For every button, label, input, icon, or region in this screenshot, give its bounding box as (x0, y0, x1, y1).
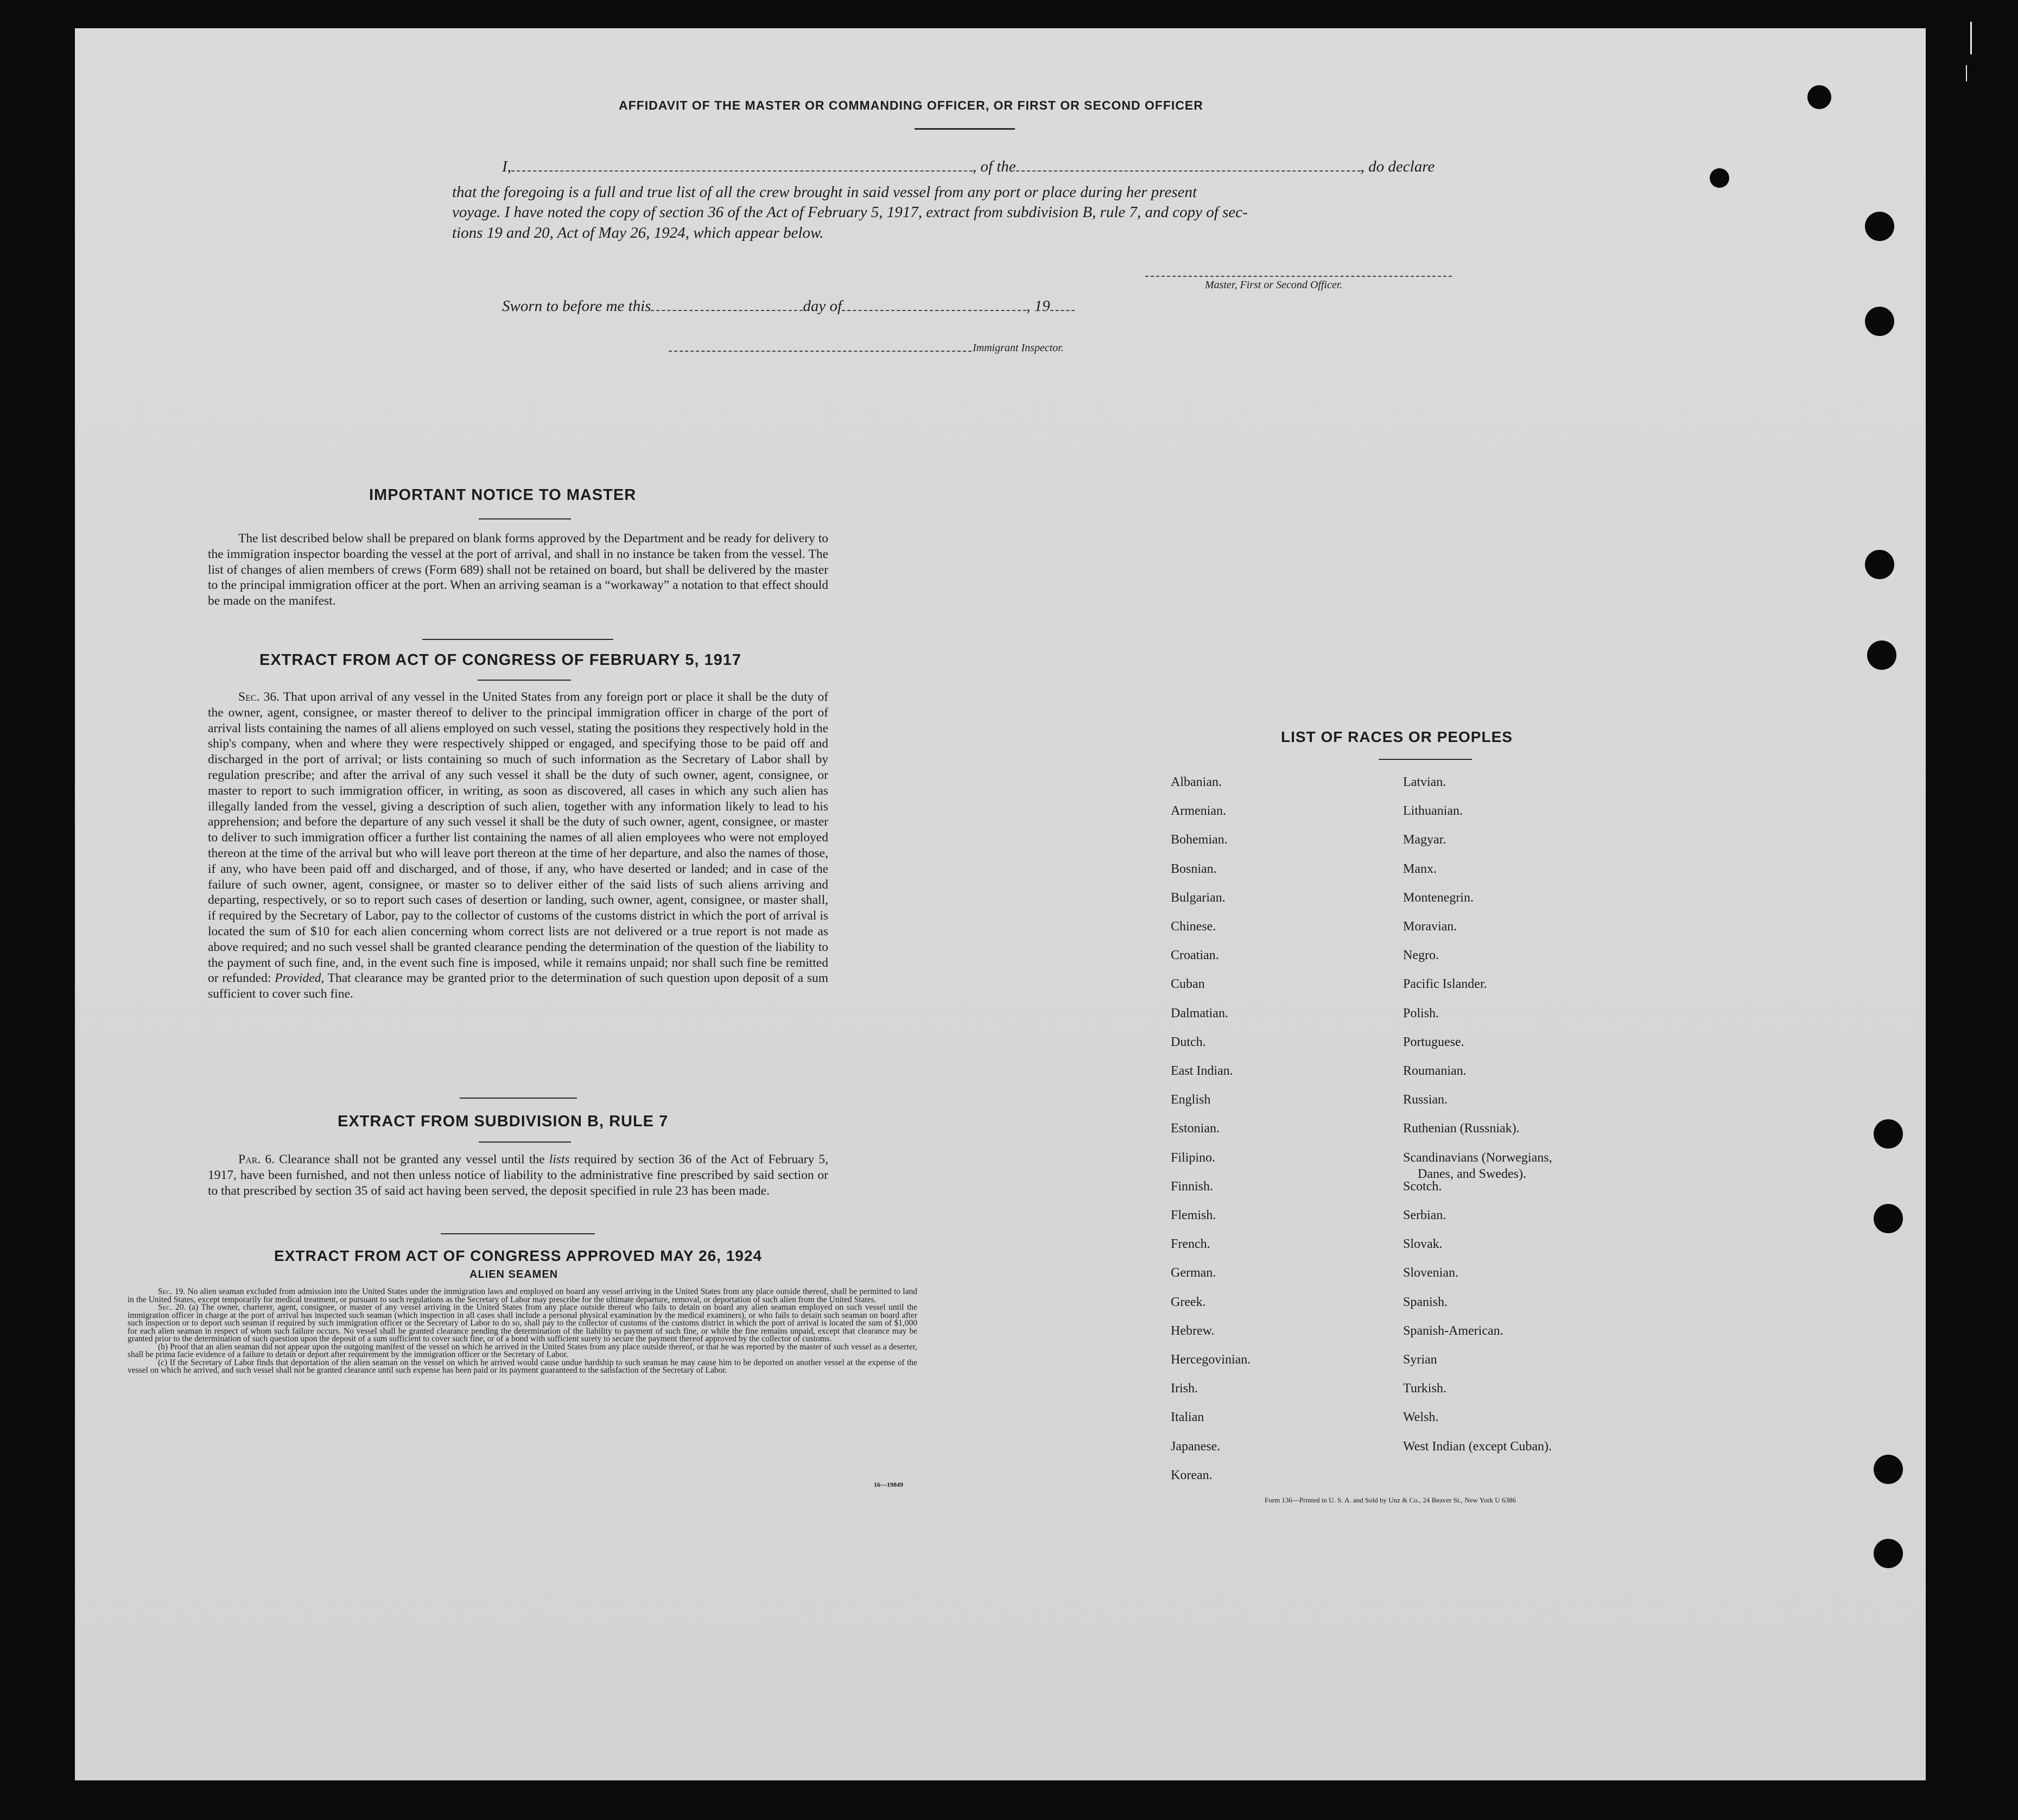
race-item: Montenegrin. (1403, 890, 1474, 905)
race-item: Scotch. (1403, 1179, 1442, 1194)
punch-hole (1874, 1119, 1903, 1149)
race-item: Irish. (1171, 1381, 1198, 1396)
race-item: Negro. (1403, 948, 1439, 963)
punch-hole (1710, 168, 1729, 188)
sworn-label: Sworn to before me this (502, 297, 651, 315)
sec-36-label: Sec. 36. (238, 690, 280, 704)
race-item: Lithuanian. (1403, 804, 1463, 819)
race-item: Armenian. (1171, 804, 1226, 819)
form-code: 16—19849 (874, 1481, 903, 1488)
race-item: Bosnian. (1171, 861, 1217, 876)
race-item: Moravian. (1403, 919, 1457, 934)
extract-1924-subtitle: ALIEN SEAMEN (469, 1269, 559, 1280)
race-item: Portuguese. (1403, 1035, 1464, 1049)
rule7-end-rule (441, 1233, 595, 1234)
notice-end-rule (422, 639, 613, 640)
race-item: Dalmatian. (1171, 1006, 1228, 1020)
race-item: Roumanian. (1403, 1064, 1467, 1078)
affidavit-line-1 (502, 158, 1435, 176)
race-item: Turkish. (1403, 1381, 1446, 1396)
sworn-day-blank[interactable] (651, 306, 803, 311)
race-item: Japanese. (1171, 1439, 1221, 1454)
punch-hole (1874, 1539, 1903, 1568)
sec-19 (128, 1288, 917, 1304)
races-title: LIST OF RACES OR PEOPLES (1281, 728, 1513, 745)
affidavit-of-the: , of the (972, 158, 1016, 175)
race-item: Syrian (1403, 1353, 1437, 1367)
race-item: Slovak. (1403, 1237, 1443, 1252)
race-item: Ruthenian (Russniak). (1403, 1121, 1520, 1136)
sworn-day-of: day of (803, 297, 842, 315)
title-rule (915, 128, 1015, 130)
race-item: West Indian (except Cuban). (1403, 1439, 1552, 1454)
sec-20c: (c) If the Secretary of Labor finds that deportation of the alien seaman on the vessel on which he arrived would cause undue hardship to such seaman he may cause him to be deported on another vessel at the expense of the vessel on which he arrived, and such vessel shall not be granted clearance until such expense has been paid or its payment guaranteed to the satisfaction of the Secretary of Labor. (128, 1358, 917, 1375)
affidavit-title: AFFIDAVIT OF THE MASTER OR COMMANDING OFFICER, OR FIRST OR SECOND OFFICER (619, 98, 1203, 112)
sworn-month-blank[interactable] (842, 306, 1026, 311)
proviso-text: That clearance may be granted prior to the determination of such question upon deposit of a sum sufficient to cover such fine. (208, 971, 828, 1001)
race-item: Magyar. (1403, 833, 1446, 847)
races-rule (1379, 759, 1472, 760)
sworn-line (502, 297, 1075, 315)
sec-20-label: Sec. 20. (158, 1303, 186, 1312)
sec-20b: (b) Proof that an alien seaman did not appear upon the outgoing manifest of the vessel on which he arrived in the United States from any place outside thereof, or that he was reported by the master of such vessel as a deserter, shall be prima facie evidence of a failure to detain or deport after requirement by the immigration officer or the Secretary of Labor. (128, 1342, 917, 1359)
race-item: Cuban (1171, 977, 1205, 992)
punch-hole (1874, 1455, 1903, 1484)
punch-hole (1874, 1204, 1903, 1233)
affidavit-line-3: voyage. I have noted the copy of section 36 of the Act of February 5, 1917, extract from subdivision B, rule 7, and copy of sec- (452, 204, 1248, 221)
race-item: Greek. (1171, 1295, 1206, 1309)
race-item: Hercegovinian. (1171, 1353, 1251, 1367)
proviso-label: Provided, (275, 971, 325, 986)
punch-hole (1865, 550, 1894, 579)
affidavit-i: I, (502, 158, 511, 175)
right-edge-mark (1966, 65, 1967, 81)
extract-1917-title: EXTRACT FROM ACT OF CONGRESS OF FEBRUARY 5, 1917 (259, 651, 742, 669)
race-item: Finnish. (1171, 1179, 1214, 1194)
affidavit-line-2: that the foregoing is a full and true list of all the crew brought in said vessel from any port or place during her present (452, 183, 1197, 201)
notice-title: IMPORTANT NOTICE TO MASTER (369, 486, 637, 504)
race-item: Latvian. (1403, 775, 1446, 789)
race-item: English (1171, 1093, 1211, 1107)
notice-rule (479, 518, 571, 519)
race-item: Flemish. (1171, 1208, 1216, 1222)
sec-20a-text: (a) The owner, charterer, agent, consignee, or master of any vessel arriving in the United States from any place outside thereof who fails to detain on board any alien seaman employed on such vessel until the immigration officer in charge at the port of arrival has inspected such seaman (which inspection in all cases shall include a personal physical examination by the medical examiners), or who fails to detain such seaman on board after such inspection or to deport such seaman if required by such immigration officer or the Secretary of Labor to do so, shall pay to the collector of customs of the customs district in which the port of arrival is located the sum of $1,000 for each alien seaman in respect of whom such failure occurs. No vessel shall be granted clearance pending the determination of the liability to payment of such fine, or while the fine remains unpaid, except that clearance may be granted prior to the determination of such question upon the deposit of a sum sufficient to cover such fine, or of a bond with sufficient surety to secure the payment thereof approved by the collector of customs. (128, 1303, 918, 1343)
affidavit-declare: , do declare (1360, 158, 1435, 175)
race-item: Italian (1171, 1410, 1204, 1425)
sworn-year-blank[interactable] (1050, 306, 1075, 311)
race-item: Danes, and Swedes). (1418, 1166, 1526, 1181)
punch-hole (1865, 212, 1894, 241)
race-item: East Indian. (1171, 1064, 1233, 1078)
race-item: German. (1171, 1266, 1216, 1280)
extract-1924-title: EXTRACT FROM ACT OF CONGRESS APPROVED MAY 26, 1924 (274, 1247, 762, 1264)
name-blank[interactable] (511, 166, 973, 172)
race-item: Chinese. (1171, 919, 1216, 934)
race-item: Dutch. (1171, 1035, 1206, 1049)
race-item: Serbian. (1403, 1208, 1446, 1222)
par-6-lists: lists (549, 1152, 570, 1166)
race-item: Spanish. (1403, 1295, 1448, 1309)
sec-19-text: No alien seaman excluded from admission into the United States under the immigration laws and employed on board any vessel arriving in the United States from any place outside thereof, shall be permitted to land in the United States, except temporarily for medical treatment, or pursuant to such regulations as the Secretary of Labor may prescribe for the ultimate departure, removal, or deportation of such alien from the United States. (128, 1287, 917, 1304)
sec-19-label: Sec. 19. (158, 1287, 186, 1296)
race-item: Filipino. (1171, 1150, 1216, 1165)
race-item: Welsh. (1403, 1410, 1439, 1425)
race-item: Russian. (1403, 1093, 1448, 1107)
inspector-caption: Immigrant Inspector. (973, 342, 1064, 354)
rule7-body (208, 1152, 828, 1198)
vessel-blank[interactable] (1016, 166, 1361, 172)
race-item: Croatian. (1171, 948, 1219, 963)
race-item: Spanish-American. (1403, 1323, 1503, 1338)
extract-1917-body (208, 689, 828, 1002)
sec-36-text: That upon arrival of any vessel in the United States from any foreign port or place it shall be the duty of the owner, agent, consignee, or master thereof to deliver to the principal immigration officer in charge of the port of arrival lists containing the names of all aliens employed on such vessel, stating the positions they respectively hold in the ship's company, when and where they were respectively shipped or engaged, and specifying those to be paid off and discharged in the port of arrival; or lists containing so much of such information as the Secretary of Labor shall by regulation prescribe; and after the arrival of any such vessel it shall be the duty of such owner, agent, consignee, or master to report to such immigration officer, in writing, as soon as discovered, all cases in which any such alien has illegally landed from the vessel, giving a description of such alien, together with any information likely to lead to his apprehension; and before the departure of any such vessel it shall be the duty of such owner, agent, consignee, or master to deliver to such immigration officer a further list containing the names of all alien employees who were not employed thereon at the time of the arrival but who will leave port thereon at the time of her departure, and also the names of those, if any, who have been paid off and discharged, and of those, if any, who have deserted or landed; and in case of the failure of such owner, agent, consignee, or master so to deliver either of the said lists of such aliens arriving and departing, respectively, or so to report such cases of desertion or landing, such owner, agent, consignee, or master shall, if required by the Secretary of Labor, pay to the collector of customs of the customs district in which the port of arrival is located the sum of $10 for each alien concerning whom correct lists are not delivered or a true report is not made as above required; and no such vessel shall be granted clearance pending the determination of the question of the liability to the payment of such fine, and, in the event such fine is imposed, while it remains unpaid; nor shall such fine be remitted or refunded: (208, 690, 829, 986)
sec-20a (128, 1304, 917, 1343)
race-item: Bohemian. (1171, 833, 1228, 847)
extract-1924-body (128, 1288, 917, 1375)
punch-hole (1865, 307, 1894, 336)
par-6-text-a: Clearance shall not be granted any vessel until the (279, 1152, 545, 1166)
race-item: Bulgarian. (1171, 890, 1226, 905)
race-item: Pacific Islander. (1403, 977, 1487, 992)
affidavit-line-4: tions 19 and 20, Act of May 26, 1924, which appear below. (452, 224, 824, 242)
race-item: Hebrew. (1171, 1323, 1215, 1338)
race-item: Scandinavians (Norwegians, (1403, 1150, 1552, 1165)
extract-1917-rule (478, 680, 571, 681)
punch-hole (1867, 641, 1896, 670)
rule7-rule (479, 1142, 571, 1143)
form-footer: Form 136—Printed in U. S. A. and Sold by Unz & Co., 24 Beaver St., New York U 6386 (1265, 1496, 1516, 1504)
sworn-year: , 19 (1026, 297, 1050, 315)
inspector-signature-blank[interactable] (669, 346, 972, 352)
race-item: Manx. (1403, 861, 1437, 876)
race-item: French. (1171, 1237, 1210, 1252)
race-item: Estonian. (1171, 1121, 1220, 1136)
rule7-title: EXTRACT FROM SUBDIVISION B, RULE 7 (338, 1113, 669, 1130)
par-6-text-b: required by section 36 of the Act of February 5, 1917, have been furnished, and not then unless notice of liability to the administrative fine prescribed by said section or to that prescribed by section 35 of said act having been served, the deposit specified in rule 23 has been made. (208, 1152, 829, 1198)
punch-hole (1807, 85, 1831, 109)
right-edge-mark (1970, 22, 1972, 54)
master-signature-blank[interactable] (1145, 271, 1452, 277)
notice-body: The list described below shall be prepared on blank forms approved by the Department and be ready for delivery to the immigration inspector boarding the vessel at the port of arrival, and shall in no instance be taken from the vessel. The list of changes of alien members of crews (Form 689) shall not be retained on board, but shall be delivered by the master to the principal immigration officer at the port. When an arriving seaman is a “workaway” a notation to that effect should be made on the manifest. (208, 531, 828, 608)
par-6-label: Par. 6. (238, 1152, 275, 1166)
race-item: Albanian. (1171, 775, 1222, 789)
race-item: Polish. (1403, 1006, 1439, 1020)
race-item: Slovenian. (1403, 1266, 1458, 1280)
master-caption: Master, First or Second Officer. (1205, 279, 1343, 291)
extract-1917-end-rule (460, 1098, 577, 1099)
race-item: Korean. (1171, 1468, 1213, 1482)
